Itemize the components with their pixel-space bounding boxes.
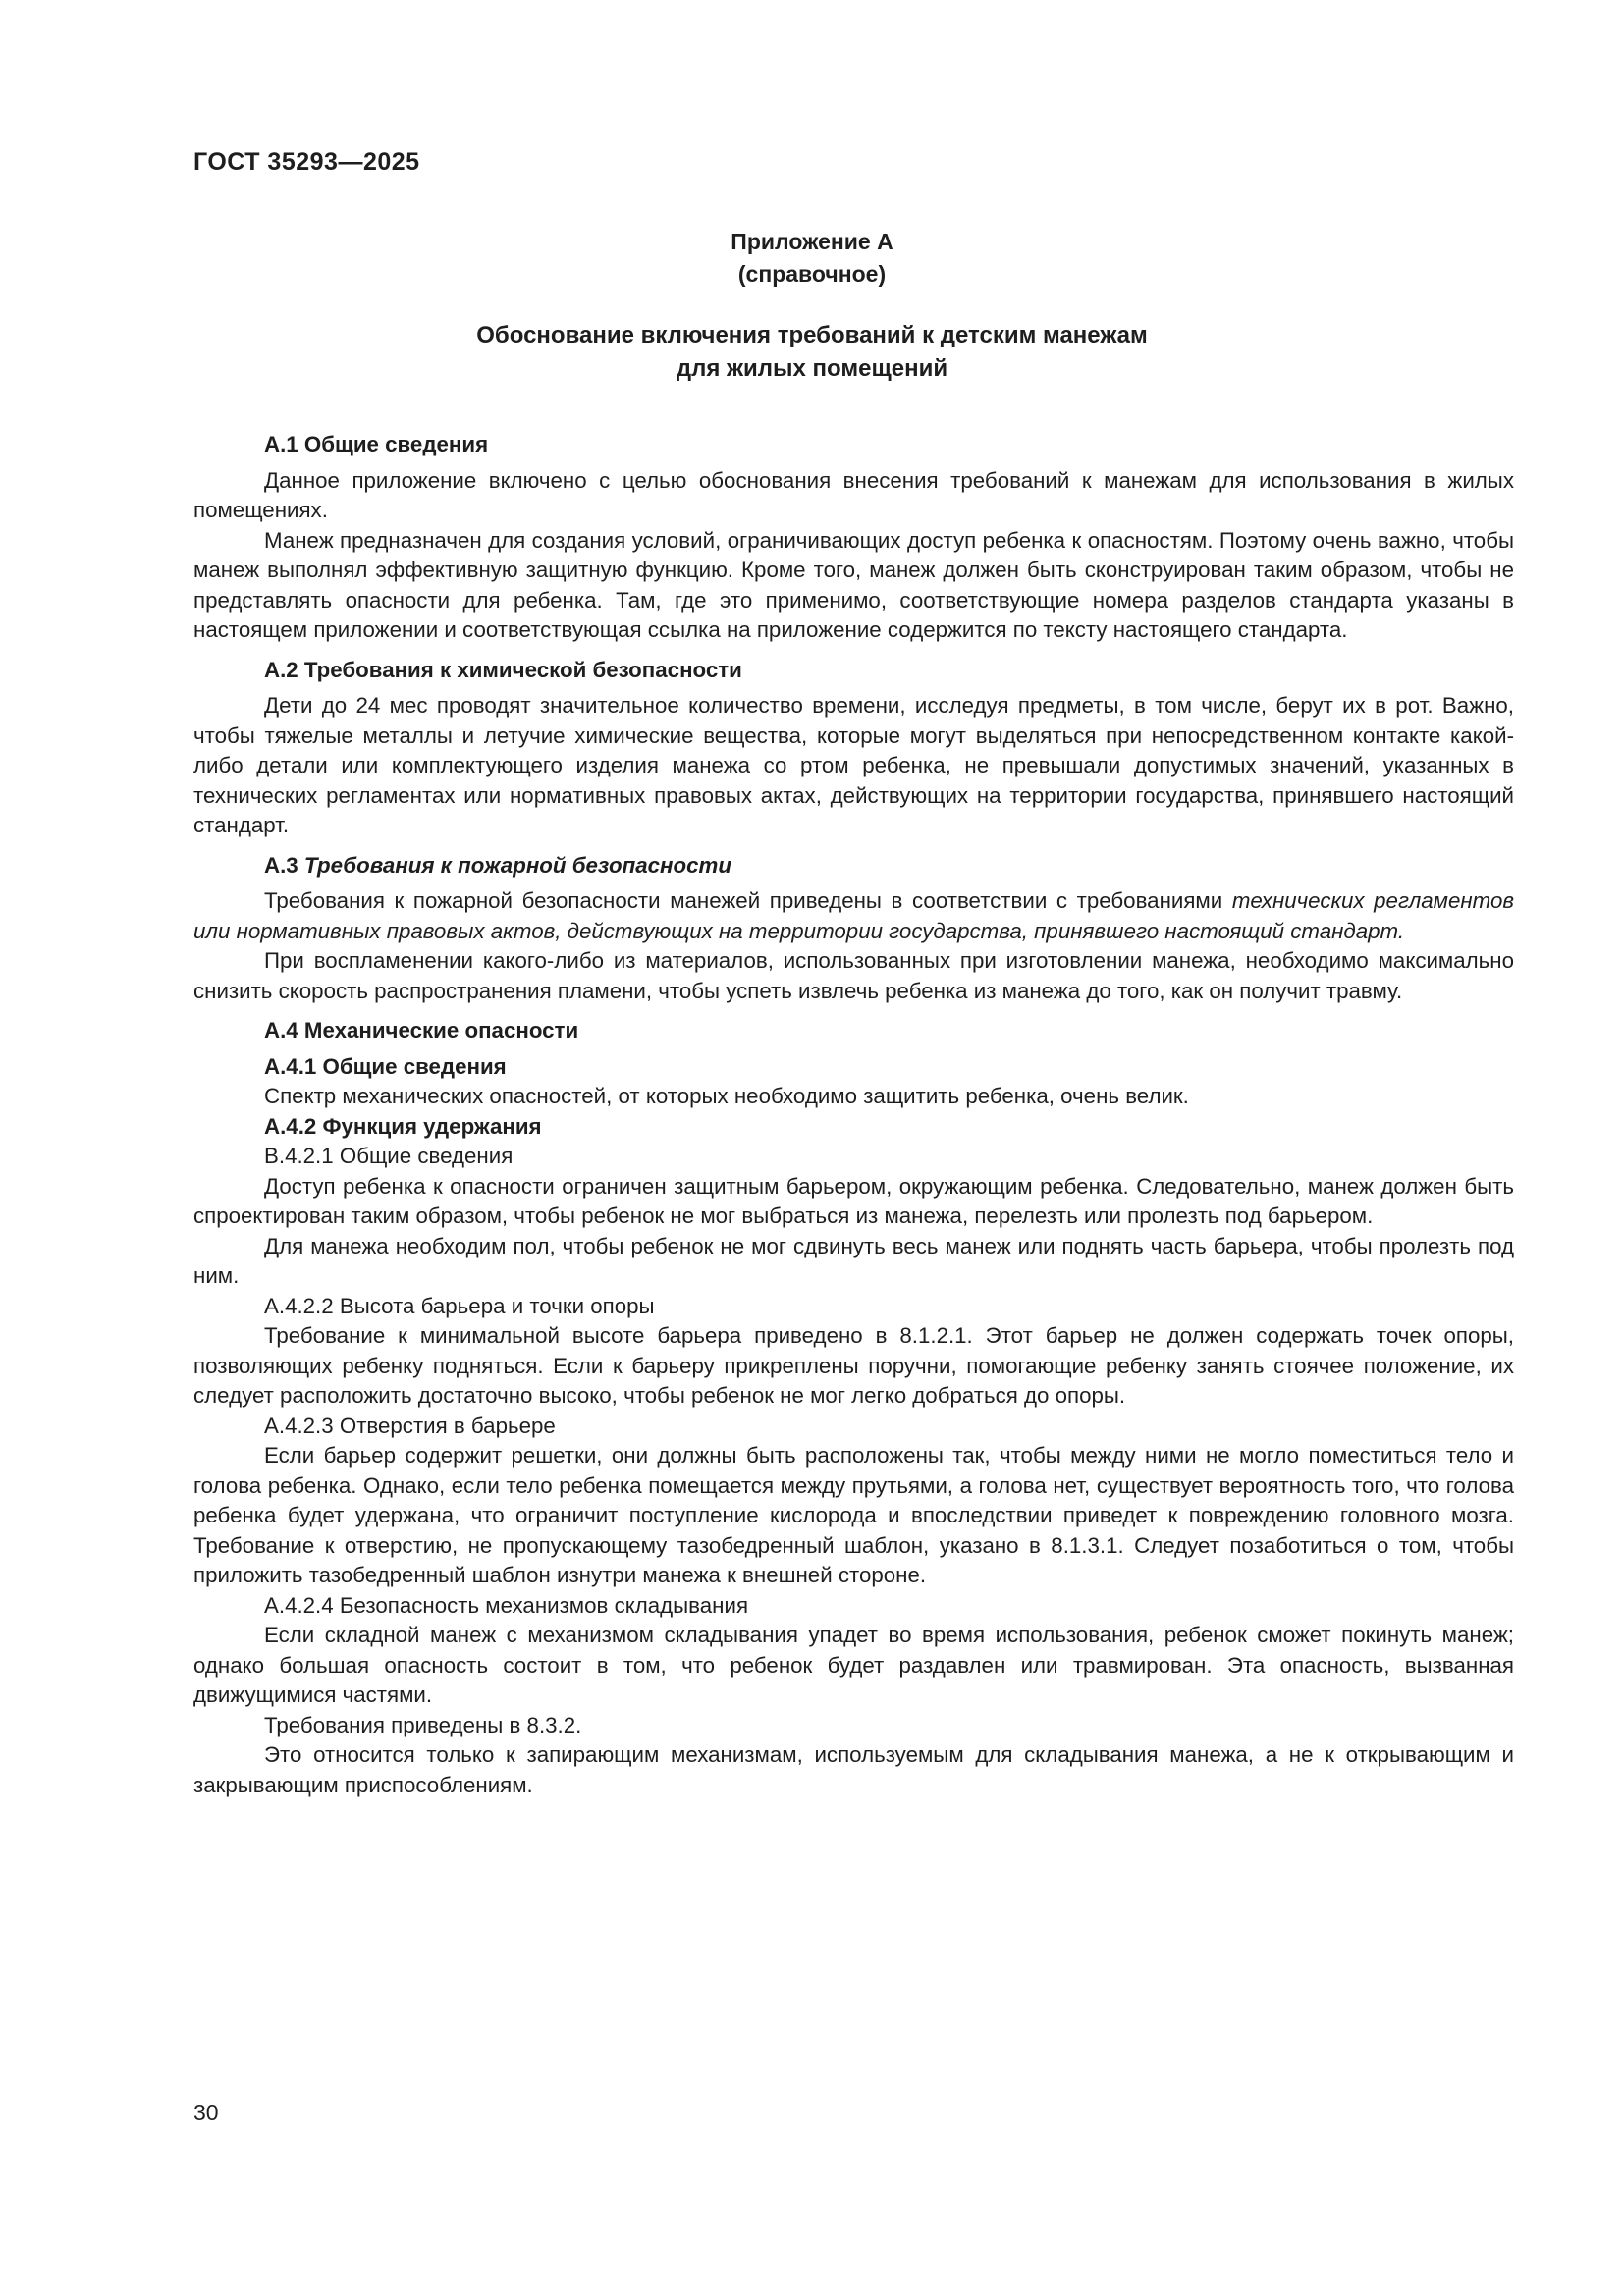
annex-title-line2: для жилых помещений [676,355,948,382]
section-a1-paragraph-2: Манеж предназначен для создания условий, ограничивающих доступ ребенка к опасностям. Поэтому очень важно, чтобы манеж выполнял эффективную защитную функцию. Кроме того, манеж должен быть сконструирован таким образом, чтобы не представлять опасности для ребенка. Там, где это применимо, соответствующие номера разделов стандарта указаны в настоящем приложении и соответствующая ссылка на приложение содержится по тексту настоящего стандарта. [193,527,1514,642]
section-a422-heading: А.4.2.2 Высота барьера и точки опоры [264,1293,655,1318]
annex-title-line1: Обоснование включения требований к детским манежам [476,322,1148,348]
section-a422-paragraph-1: Требование к минимальной высоте барьера приведено в 8.1.2.1. Этот барьер не должен содержать точек опоры, позволяющих ребенку подняться. Если к барьеру прикреплены поручни, помогающие ребенку занять стоячее положение, их следует расположить достаточно высоко, чтобы ребенок не мог легко добраться до опоры. [193,1323,1514,1408]
annex-label [0,226,1624,291]
section-a3-number: А.3 [264,852,304,878]
page-number: 30 [193,2100,219,2125]
annex-title [0,319,1624,386]
section-a424-heading: А.4.2.4 Безопасность механизмов складывания [264,1592,749,1618]
document-header: ГОСТ 35293—2025 [193,148,420,176]
section-a3-paragraph-1-start: Требования к пожарной безопасности манежей приведены в соответствии с требованиями [264,888,1232,913]
section-a3-heading [193,851,1514,881]
section-a423-heading: А.4.2.3 Отверстия в барьере [264,1413,556,1438]
section-a2-heading: А.2 Требования к химической безопасности [264,657,742,682]
section-a421-paragraph-1: Доступ ребенка к опасности ограничен защитным барьером, окружающим ребенка. Следовательно, манеж должен быть спроектирован таким образом, чтобы ребенок не мог выбраться из манежа, перелезть или пролезть под барьером. [193,1173,1514,1228]
annex-number: Приложение А [731,229,893,254]
section-a3-paragraph-1 [193,886,1514,946]
section-a424-paragraph-3: Это относится только к запирающим механизмам, используемым для складывания манежа, а не к открывающим и закрывающим приспособлениям. [193,1742,1514,1797]
section-a41-paragraph-1: Спектр механических опасностей, от которых необходимо защитить ребенка, очень велик. [264,1084,1189,1108]
section-a424-paragraph-1: Если складной манеж с механизмом складывания упадет во время использования, ребенок сможет покинуть манеж; однако большая опасность состоит в том, что ребенок будет раздавлен или травмирован. Эта опасность, вызванная движущимися частями. [193,1623,1514,1707]
section-a1-heading: А.1 Общие сведения [264,432,489,456]
section-a424-paragraph-2: Требования приведены в 8.3.2. [264,1712,582,1737]
section-a42-heading: А.4.2 Функция удержания [264,1113,542,1139]
document-body [193,430,1514,1800]
section-a2-paragraph-1: Дети до 24 мес проводят значительное количество времени, исследуя предметы, в том числе, берут их в рот. Важно, чтобы тяжелые металлы и летучие химические вещества, которые могут выделяться при непосредственном контакте какой-либо детали или комплектующего изделия манежа со ртом ребенка, не превышали допустимых значений, указанных в технических регламентах или нормативных правовых актах, действующих на территории государства, принявшего настоящий стандарт. [193,693,1514,837]
section-a1-paragraph-1: Данное приложение включено с целью обоснования внесения требований к манежам для использования в жилых помещениях. [193,467,1514,522]
section-a421-heading: В.4.2.1 Общие сведения [264,1144,514,1168]
section-a41-heading: А.4.1 Общие сведения [264,1053,507,1079]
annex-kind: (справочное) [737,261,887,287]
section-a3-paragraph-2: При воспламенении какого-либо из материалов, использованных при изготовлении манежа, необходимо максимально снизить скорость распространения пламени, чтобы успеть извлечь ребенка из манежа до того, как он получит травму. [193,948,1514,1003]
section-a423-paragraph-1: Если барьер содержит решетки, они должны быть расположены так, чтобы между ними не могло поместиться тело и голова ребенка. Однако, если тело ребенка помещается между прутьями, а голова нет, существует вероятность того, что голова ребенка будет удержана, что ограничит поступление кислорода и впоследствии приведет к повреждению головного мозга. Требование к отверстию, не пропускающему тазобедренный шаблон, указано в 8.1.3.1. Следует позаботиться о том, чтобы приложить тазобедренный шаблон изнутри манежа к внешней стороне. [193,1443,1514,1587]
section-a3-paragraph-1-italic: технических регламентов или нормативных правовых актов, действующих на территории государства, принявшего настоящий стандарт. [193,888,1514,943]
section-a3-title: Требования к пожарной безопасности [303,852,731,878]
section-a4-heading: А.4 Механические опасности [264,1018,579,1042]
section-a421-paragraph-2: Для манежа необходим пол, чтобы ребенок не мог сдвинуть весь манеж или поднять часть барьера, чтобы пролезть под ним. [193,1233,1514,1288]
